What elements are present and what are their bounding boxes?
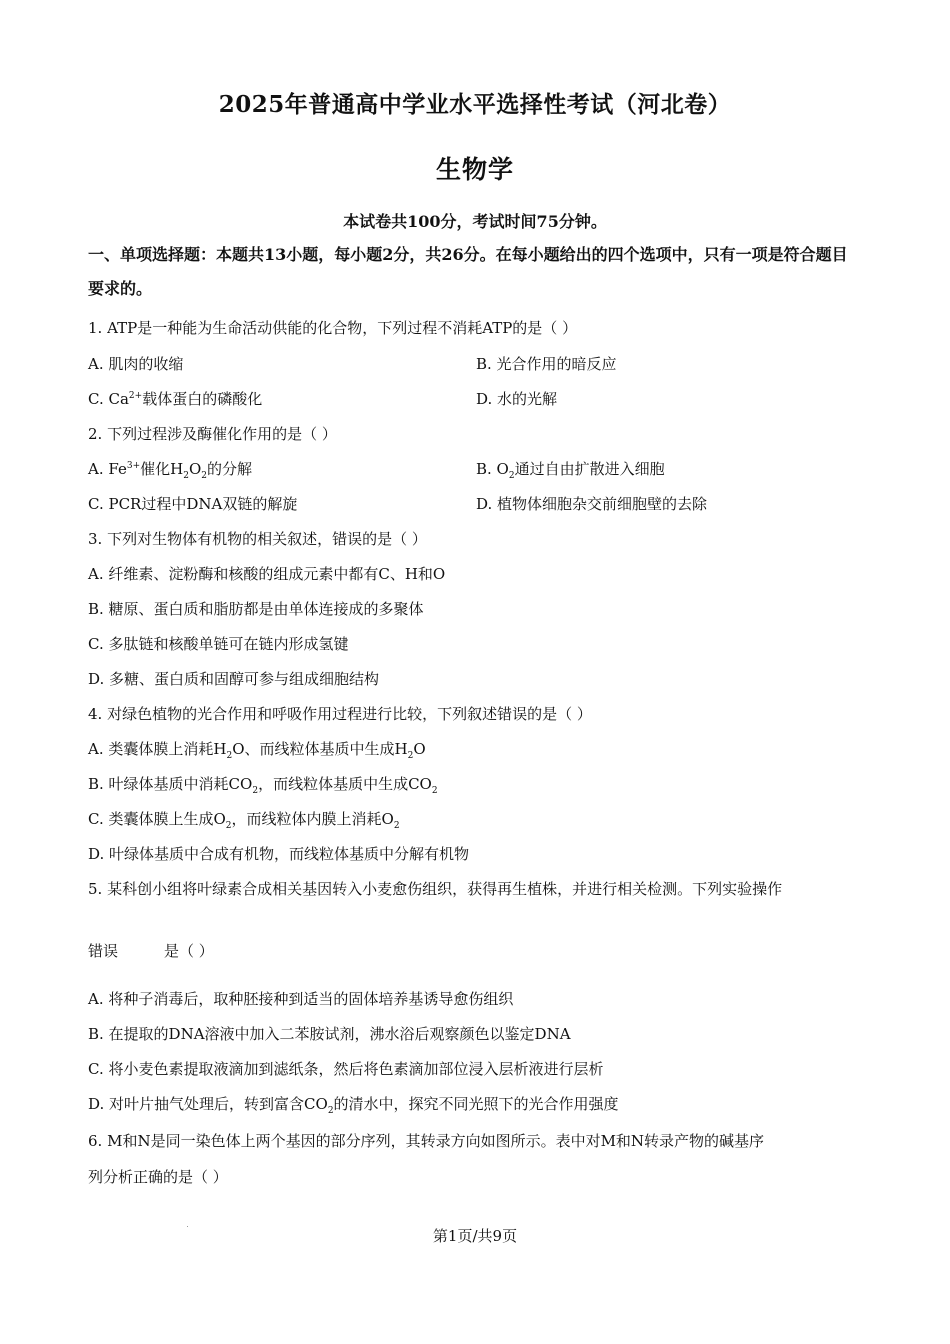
question-1-option-c: C. $Ca^{2+}$载体蛋白的磷酸化 [88,390,263,408]
question-2-option-d: D. 植物体细胞杂交前细胞壁的去除 [476,495,708,513]
subject-title: 生物学 [435,155,514,184]
question-1-option-a: A. 肌肉的收缩 [88,355,184,373]
question-5-option-c: C. 将小麦色素提取液滴加到滤纸条，然后将色素滴加部位浸入层析液进行层析 [88,1060,604,1078]
question-5-option-b: B. 在提取的DNA溶液中加入二苯胺试剂，沸水浴后观察颜色以鉴定DNA [88,1025,571,1043]
question-4-option-b: B. 叶绿体基质中消耗$CO_2$，而线粒体基质中生成$CO_2$ [88,775,438,796]
question-4-option-a: A. 类囊体膜上消耗$H_2O$、而线粒体基质中生成$H_2O$ [88,740,426,761]
question-3-option-c: C. 多肽链和核酸单链可在链内形成氢键 [88,635,349,653]
section-heading: 一、单项选择题：本题共13小题，每小题2分，共26分。在每小题给出的四个选项中，只有一项是符合题目要求的。 [88,245,848,298]
question-3-stem: 3. 下列对生物体有机物的相关叙述，错误的是（ ） [88,530,427,548]
question-2-option-a: A. $Fe^{3+}$催化$H_2O_2$的分解 [88,460,253,481]
question-2-stem: 2. 下列过程涉及酶催化作用的是（ ） [88,425,337,443]
question-1-option-b: B. 光合作用的暗反应 [476,355,617,373]
question-2-option-b: B. $O_2$通过自由扩散进入细胞 [476,460,665,481]
question-4-stem: 4. 对绿色植物的光合作用和呼吸作用过程进行比较，下列叙述错误的是（ ） [88,705,592,723]
question-1-option-d: D. 水的光解 [476,390,558,408]
question-5-option-a: A. 将种子消毒后，取种胚接种到适当的固体培养基诱导愈伤组织 [88,990,514,1008]
question-5-stem: 5. 某科创小组将叶绿素合成相关基因转入小麦愈伤组织，获得再生植株，并进行相关检测。下列实验操作 [88,880,783,898]
question-6-stem: 6. M和N是同一染色体上两个基因的部分序列，其转录方向如图所示。表中对M和N转录产物的碱基序 [88,1132,765,1150]
question-4-option-c: C. 类囊体膜上生成$O_2$，而线粒体内膜上消耗$O_2$ [88,810,400,831]
question-2-option-c: C. PCR过程中DNA双链的解旋 [88,495,298,513]
page-number: 第1页/共9页 [432,1227,518,1245]
exam-title: 2025年普通高中学业水平选择性考试（河北卷） [218,91,732,118]
question-3-option-a: A. 纤维素、淀粉酶和核酸的组成元素中都有C、H和O [88,565,446,583]
question-4-option-d: D. 叶绿体基质中合成有机物，而线粒体基质中分解有机物 [88,845,470,863]
question-3-option-b: B. 糖原、蛋白质和脂肪都是由单体连接成的多聚体 [88,600,424,618]
question-1-stem: 1. ATP是一种能为生命活动供能的化合物，下列过程不消耗ATP的是（ ） [88,319,578,337]
question-5-option-d: D. 对叶片抽气处理后，转到富含$CO_2$的清水中，探究不同光照下的光合作用强度 [88,1095,619,1116]
question-5-stem-continued: 错误 是（ ） [88,942,214,960]
question-3-option-d: D. 多糖、蛋白质和固醇可参与组成细胞结构 [88,670,380,688]
question-6-stem-continued: 列分析正确的是（ ） [88,1168,228,1186]
exam-info: 本试卷共100分，考试时间75分钟。 [343,212,607,231]
